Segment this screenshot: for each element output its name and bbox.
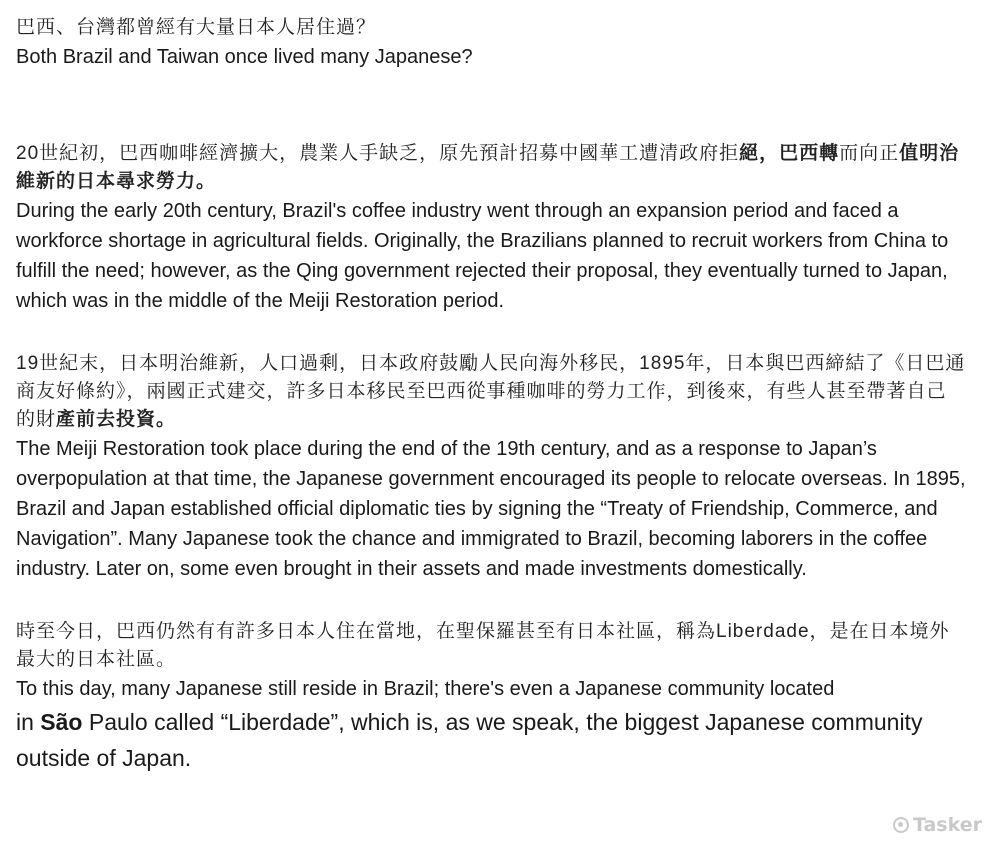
title-zh: 巴西、台灣都曾經有大量日本人居住過？ (16, 17, 377, 38)
para3-en-a: To this day, many Japanese still reside in Brazil; there's even a Japanese community located (16, 678, 835, 700)
para1-zh-b: 絕，巴西轉 (739, 143, 840, 164)
para2-zh (16, 350, 966, 434)
para1-zh-d: 值明治維新的日本尋求勞力。 (16, 143, 960, 192)
watermark (893, 814, 982, 836)
para3-en-d: Paulo called “Liberdade”, which is, as we speak, the biggest Japanese community outside of Japan. (16, 709, 923, 771)
document-body (16, 14, 966, 776)
title-en: Both Brazil and Taiwan once lived many Japanese? (16, 46, 473, 68)
para1-en: During the early 20th century, Brazil's coffee industry went through an expansion period and faced a workforce shortage in agricultural fields. Originally, the Brazilians planned to recruit workers from China to fulfill the need; however, as the Qing government rejected their proposal, they eventually turned to Japan, which was in the middle of the Meiji Restoration period. (16, 200, 949, 312)
para3-zh: 時至今日，巴西仍然有有許多日本人住在當地，在聖保羅甚至有日本社區，稱為Liberdade，是在日本境外最大的日本社區。 (16, 621, 950, 670)
para2-zh-a: 19世紀末，日本明治維新，人口過剩，日本政府鼓勵人民向海外移民，1895年，日本與巴西締結了《日巴通商友好條約》，兩國正式建交，許多日本移民至巴西從事種咖啡的勞力工作，到後來，有些人甚至帶著自己的財 (16, 353, 966, 430)
watermark-text: Tasker (912, 814, 982, 836)
para3-en (16, 674, 966, 776)
para2-zh-b: 產前去投資。 (56, 409, 177, 430)
para3-en-b: in (16, 709, 41, 735)
para2-en: The Meiji Restoration took place during the end of the 19th century, and as a response to Japan’s overpopulation at that time, the Japanese government encouraged its people to relocate overseas. In 1895, Brazil and Japan established official diplomatic ties by signing the “Treaty of Friendship, Commerce, and Navigation”. Many Japanese took the chance and immigrated to Brazil, becoming laborers in the coffee industry. Later on, some even brought in their assets and made investments domestically. (16, 438, 966, 580)
para3-en-c: São (40, 709, 83, 735)
para1-zh-c: 而向正 (839, 143, 900, 164)
para1-zh (16, 140, 966, 196)
para1-zh-a: 20世紀初，巴西咖啡經濟擴大，農業人手缺乏，原先預計招募中國華工遭清政府拒 (16, 143, 740, 164)
tasker-logo-icon (893, 817, 909, 833)
